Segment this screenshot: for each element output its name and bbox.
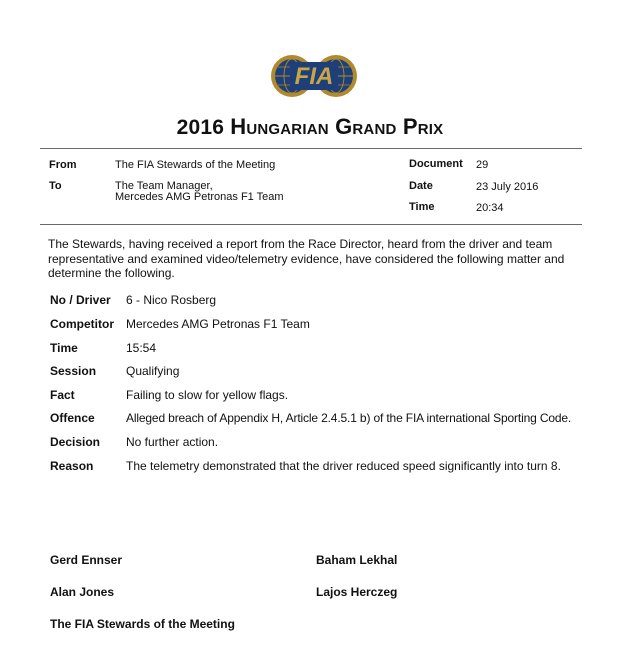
from-label: From — [49, 159, 77, 171]
signature-lajos-herczeg: Lajos Herczeg — [316, 585, 398, 599]
intro-paragraph: The Stewards, having received a report from the Race Director, heard from the driver and team representative and examined video/telemetry evidence, have considered the following matter and determine the following. — [48, 237, 565, 280]
row-label-time: Time — [50, 341, 78, 355]
document-label: Document — [409, 158, 463, 170]
time-label: Time — [409, 201, 435, 213]
row-value-fact: Failing to slow for yellow flags. — [126, 388, 289, 402]
row-label-driver: No / Driver — [50, 293, 111, 307]
fia-logo — [270, 44, 358, 108]
row-label-fact: Fact — [50, 388, 75, 402]
title-event: Hungarian Grand Prix — [230, 114, 444, 139]
from-value: The FIA Stewards of the Meeting — [115, 159, 276, 171]
row-label-decision: Decision — [50, 435, 101, 449]
signature-alan-jones: Alan Jones — [50, 585, 115, 599]
page-title — [0, 114, 620, 140]
signature-gerd-ennser: Gerd Ennser — [50, 553, 123, 567]
row-label-reason: Reason — [50, 459, 94, 473]
row-value-decision: No further action. — [126, 435, 219, 449]
signature-baham-lekhal: Baham Lekhal — [316, 553, 398, 567]
title-year: 2016 — [176, 116, 225, 139]
time-value: 20:34 — [476, 202, 504, 214]
document-value: 29 — [476, 159, 489, 171]
to-value-line2: Mercedes AMG Petronas F1 Team — [115, 191, 284, 203]
row-label-offence: Offence — [50, 411, 95, 425]
stewards-footer: The FIA Stewards of the Meeting — [50, 617, 235, 631]
row-value-competitor: Mercedes AMG Petronas F1 Team — [126, 317, 310, 331]
row-label-competitor: Competitor — [50, 317, 114, 331]
row-value-reason: The telemetry demonstrated that the driver reduced speed significantly into turn 8. — [126, 459, 561, 473]
fia-logo-text: FIA — [294, 63, 334, 90]
date-value: 23 July 2016 — [476, 181, 539, 193]
row-value-offence: Alleged breach of Appendix H, Article 2.4.5.1 b) of the FIA international Sporting Code. — [126, 411, 572, 425]
row-value-driver: 6 - Nico Rosberg — [126, 293, 217, 307]
header-bottom-rule — [40, 224, 582, 225]
to-value-line1: The Team Manager, — [115, 180, 213, 192]
header-top-rule — [40, 148, 582, 149]
row-label-session: Session — [50, 364, 97, 378]
row-value-time: 15:54 — [126, 341, 157, 355]
row-value-session: Qualifying — [126, 364, 180, 378]
to-label: To — [49, 180, 62, 192]
date-label: Date — [409, 180, 433, 192]
